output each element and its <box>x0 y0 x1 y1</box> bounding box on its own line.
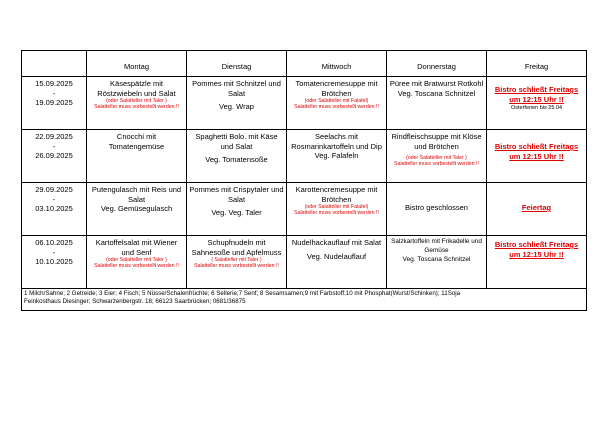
week-row <box>22 77 587 130</box>
dish-main: Salzkartoffeln mit Frikadelle und Gemüse <box>391 238 482 254</box>
dish-veggie: Veg. Toscana Schnitzel <box>402 256 471 263</box>
date-from: 15.09.2025 <box>35 79 73 88</box>
week-row <box>22 130 587 183</box>
header-empty <box>22 51 87 77</box>
footer-cell <box>22 289 587 311</box>
thursday-cell <box>387 236 487 289</box>
friday-cell <box>487 77 587 130</box>
wednesday-cell <box>287 77 387 130</box>
header-wednesday: Mittwoch <box>287 51 387 77</box>
preorder-note: Salatteller muss vorbestellt werden !! <box>94 104 179 111</box>
monday-cell <box>87 77 187 130</box>
monday-cell <box>87 130 187 183</box>
salad-option-note: (oder Salatteller mit Taler ) <box>106 257 167 263</box>
date-to: 26.09.2025 <box>35 151 73 160</box>
date-cell <box>22 183 87 236</box>
allergen-legend: 1 Milch/Sahne; 2 Getreide; 3 Eier; 4 Fisch; 5 Nüsse/Schalenfrüchte; 6 Sellerie;7 Senf; 8 Sesamsamen;9 mit Farbstoff;10 mit Phosphat(Wurst/Schinken); 11Soja <box>24 290 461 297</box>
salad-option-note: (oder Salatteller mit Falafel) <box>304 98 369 104</box>
friday-cell <box>487 236 587 289</box>
dish-main: Tomatencremesuppe mit Brötchen <box>295 79 378 98</box>
dish-main: Kartoffelsalat mit Wiener und Senf <box>95 238 178 257</box>
monday-cell <box>87 236 187 289</box>
dish-main: Seelachs mit Rosmarinkartoffeln und Dip <box>291 132 382 151</box>
friday-cell <box>487 183 587 236</box>
weekly-menu-table <box>21 50 587 311</box>
week-row <box>22 236 587 289</box>
dish-main: Pommes mit Schnitzel und Salat <box>192 79 281 98</box>
week-row <box>22 183 587 236</box>
preorder-note: Salatteller muss vorbestellt werden !! <box>294 210 379 217</box>
date-to: 19.09.2025 <box>35 98 73 107</box>
dish-main: Püree mit Bratwurst Rotkohl <box>389 79 484 88</box>
dish-veggie: Veg. Tomatensoße <box>205 155 268 164</box>
dish-veggie: Veg. Nudelauflauf <box>306 251 367 261</box>
tuesday-cell <box>187 236 287 289</box>
dish-main: Schupfnudeln mit Sahnesoße und Apfelmuss <box>191 238 282 257</box>
dish-veggie: Veg. Gemüsegulasch <box>100 204 173 213</box>
date-from: 29.09.2025 <box>35 185 73 194</box>
dish-main: Rindfleischsuppe mit Klöse und Brötchen <box>391 132 482 151</box>
bistro-closing-notice: Bistro schließt Freitags um 12:15 Uhr !! <box>494 142 579 161</box>
wednesday-cell <box>287 236 387 289</box>
dish-main: Spaghetti Bolo. mit Käse und Salat <box>195 132 278 151</box>
closed-notice: Bistro geschlossen <box>405 203 468 212</box>
thursday-cell <box>387 130 487 183</box>
holiday-note: Osterferien bis 25.04 <box>510 105 563 111</box>
salad-option-note: ( Salatteller mit Taler ) <box>211 257 262 263</box>
preorder-note: Salatteller muss vorbestellt werden !! <box>294 104 379 111</box>
salad-option-note: (oder Salatteller mit Taler ) <box>406 155 467 161</box>
thursday-cell <box>387 77 487 130</box>
dish-veggie: Veg. Falafeln <box>314 151 359 160</box>
preorder-note: Salatteller muss vorbestellt werden !! <box>94 263 179 270</box>
date-cell <box>22 130 87 183</box>
dish-veggie: Veg. Wrap <box>219 102 254 111</box>
footer-row <box>22 289 587 311</box>
header-row <box>22 51 587 77</box>
tuesday-cell <box>187 77 287 130</box>
date-separator: - <box>52 141 56 151</box>
preorder-note: Salatteller muss vorbestellt werden !! <box>394 161 479 168</box>
date-to: 10.10.2025 <box>35 257 73 266</box>
header-monday: Montag <box>87 51 187 77</box>
date-to: 03.10.2025 <box>35 204 73 213</box>
header-thursday: Donnerstag <box>387 51 487 77</box>
header-tuesday: Dienstag <box>187 51 287 77</box>
dish-main: Cnocchi mit Tomatengemüse <box>108 132 165 151</box>
date-separator: - <box>52 247 56 257</box>
bistro-closing-notice: Bistro schließt Freitags um 12:15 Uhr !! <box>494 85 579 104</box>
date-cell <box>22 236 87 289</box>
friday-cell <box>487 130 587 183</box>
dish-main: Karottencremesuppe mit Brötchen <box>295 185 378 204</box>
wednesday-cell <box>287 183 387 236</box>
date-separator: - <box>52 194 56 204</box>
dish-main: Putengulasch mit Reis und Salat <box>91 185 182 204</box>
tuesday-cell <box>187 130 287 183</box>
monday-cell <box>87 183 187 236</box>
dish-veggie: Veg. Veg. Taler <box>211 208 262 217</box>
dish-main: Pommes mit Crispytaler und Salat <box>189 185 284 204</box>
salad-option-note: (oder Salatteller mit Falafel) <box>304 204 369 210</box>
wednesday-cell <box>287 130 387 183</box>
tuesday-cell <box>187 183 287 236</box>
salad-option-note: (oder Salatteller mit Taler ) <box>106 98 167 104</box>
dish-main: Käsespätzle mit Röstzwiebeln und Salat <box>97 79 176 98</box>
holiday-notice: Feiertag <box>521 203 552 212</box>
bistro-closing-notice: Bistro schließt Freitags um 12:15 Uhr !! <box>494 240 579 259</box>
header-friday: Freitag <box>487 51 587 77</box>
date-from: 22.09.2025 <box>35 132 73 141</box>
supplier-address: Feinkosthaus Diesinger; Schwarzenbergstr. 18; 66123 Saarbrücken; 0681/36875 <box>24 298 246 306</box>
dish-veggie: Veg. Toscana Schnitzel <box>397 88 476 98</box>
date-from: 06.10.2025 <box>35 238 73 247</box>
thursday-cell <box>387 183 487 236</box>
preorder-note: Salatteller muss vorbestellt werden !! <box>194 263 279 270</box>
dish-main: Nudelhackauflauf mit Salat <box>291 238 382 247</box>
date-cell <box>22 77 87 130</box>
date-separator: - <box>52 88 56 98</box>
